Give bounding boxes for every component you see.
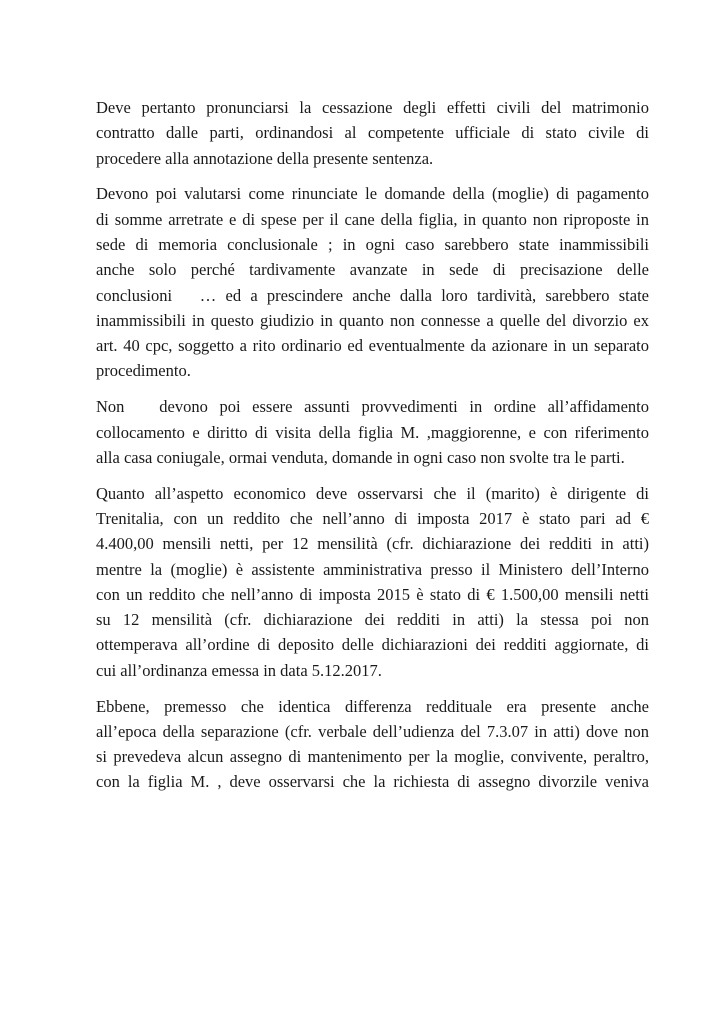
text-line: alla casa coniugale, ormai venduta, domande in ogni caso non svolte tra le parti. bbox=[96, 447, 625, 467]
text-line: Quanto all’aspetto economico deve osservarsi che il (marito) è dirigente di bbox=[96, 483, 649, 503]
text-line: contratto dalle parti, ordinandosi al competente ufficiale di stato civile di bbox=[96, 123, 649, 143]
text-line: Devono poi valutarsi come rinunciate le domande della (moglie) di pagamento bbox=[96, 184, 649, 204]
text-line: si prevedeva alcun assegno di mantenimento per la moglie, convivente, peraltro, bbox=[96, 747, 649, 767]
text-line: Ebbene, premesso che identica differenza reddituale era presente anche bbox=[96, 696, 649, 716]
paragraph-aspetto-economico bbox=[96, 481, 649, 683]
text-line: con un reddito che nell’anno di imposta 2015 è stato di € 1.500,00 mensili netti bbox=[96, 584, 649, 604]
text-line: all’epoca della separazione (cfr. verbale dell’udienza del 7.3.07 in atti) dove non bbox=[96, 721, 649, 741]
text-line: collocamento e diritto di visita della figlia M. ,maggiorenne, e con riferimento bbox=[96, 422, 649, 442]
paragraph-affidamento bbox=[96, 394, 649, 470]
text-line: inammissibili in questo giudizio in quanto non connesse a quelle del divorzio ex bbox=[96, 310, 649, 330]
text-line: conclusioni … ed a prescindere anche dalla loro tardività, sarebbero state bbox=[96, 285, 649, 305]
text-line: anche solo perché tardivamente avanzate in sede di precisazione delle bbox=[96, 260, 649, 280]
text-line: Non devono poi essere assunti provvedimenti in ordine all’affidamento bbox=[96, 397, 649, 417]
text-line: sede di memoria conclusionale ; in ogni caso sarebbero state inammissibili bbox=[96, 234, 649, 254]
paragraph-domande-rinunciate bbox=[96, 181, 649, 383]
text-line: su 12 mensilità (cfr. dichiarazione dei redditi in atti) la stessa poi non bbox=[96, 610, 649, 630]
text-line: procedimento. bbox=[96, 361, 191, 381]
text-line: ottemperava all’ordine di deposito delle dichiarazioni dei redditi aggiornate, di bbox=[96, 635, 649, 655]
paragraph-ebbene bbox=[96, 694, 649, 795]
text-line: cui all’ordinanza emessa in data 5.12.2017. bbox=[96, 660, 382, 680]
text-line: art. 40 cpc, soggetto a rito ordinario ed eventualmente da azionare in un separato bbox=[96, 336, 649, 356]
text-line: mentre la (moglie) è assistente amministrativa presso il Ministero dell’Interno bbox=[96, 559, 649, 579]
text-line: 4.400,00 mensili netti, per 12 mensilità (cfr. dichiarazione dei redditi in atti) bbox=[96, 534, 649, 554]
document-body bbox=[96, 95, 649, 805]
text-line: Trenitalia, con un reddito che nell’anno di imposta 2017 è stato pari ad € bbox=[96, 508, 649, 528]
text-line: Deve pertanto pronunciarsi la cessazione degli effetti civili del matrimonio bbox=[96, 98, 649, 117]
text-line: di somme arretrate e di spese per il cane della figlia, in quanto non riproposte in bbox=[96, 209, 649, 229]
text-line: procedere alla annotazione della presente sentenza. bbox=[96, 148, 434, 168]
paragraph-cessazione bbox=[96, 95, 649, 171]
text-line: con la figlia M. , deve osservarsi che la richiesta di assegno divorzile veniva bbox=[96, 772, 649, 792]
